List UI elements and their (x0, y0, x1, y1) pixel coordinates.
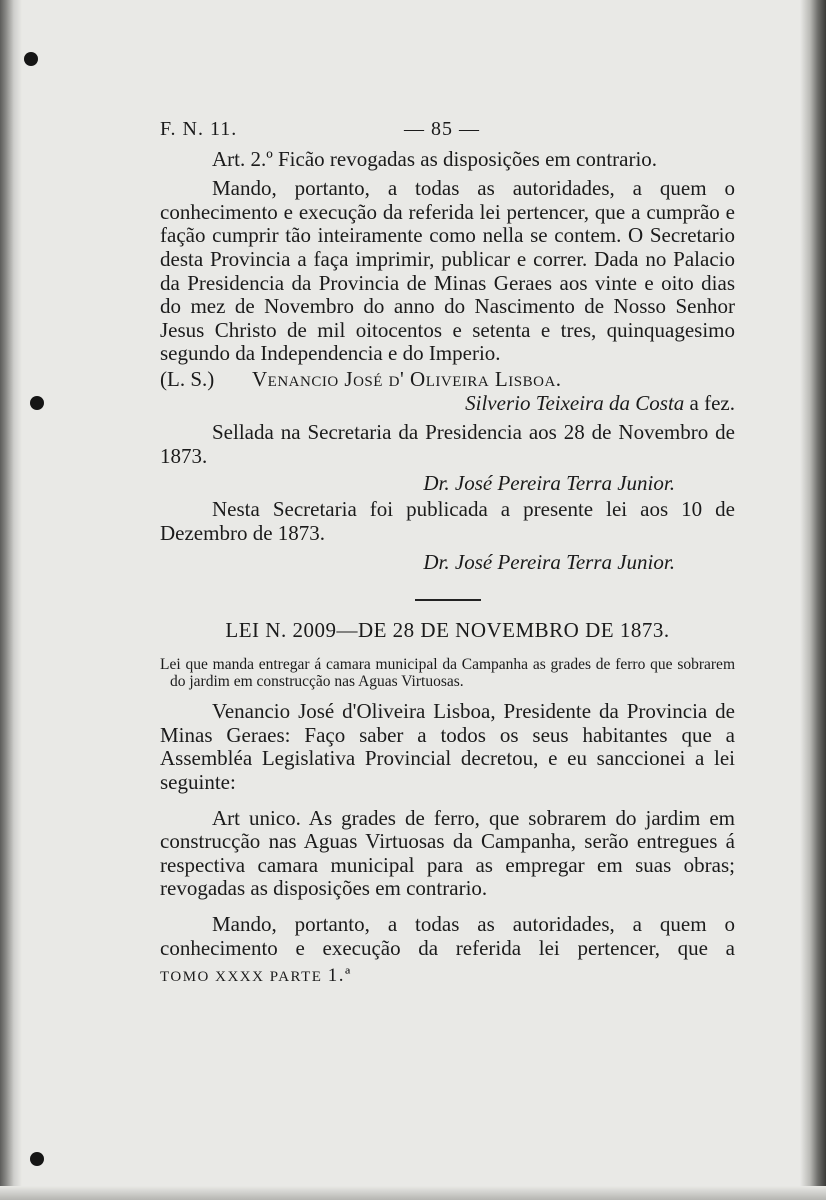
secretary-name: Silverio Teixeira da Costa (465, 390, 685, 415)
mando-paragraph-1: Mando, portanto, a todas as autoridades, a quem o conhecimento e execução da referida lei pertencer, que a cumprão e fação cumprir tão inteiramente como nella se contem. O Secretario desta Provincia a faça imprimir, publicar e correr. Dada no Palacio da Presidencia da Provincia de Minas Geraes aos vinte e oito dias do mez de Novembro do anno do Nascimento de Nosso Senhor Jesus Christo de mil oitocentos e setenta e tres, quinquagesimo segundo da Independencia e do Imperio. (160, 176, 735, 366)
seal-row (160, 368, 735, 392)
secretary-line (160, 392, 735, 416)
publication-note: Nesta Secretaria foi publicada a presente lei aos 10 de Dezembro de 1873. (160, 496, 735, 545)
document-page (160, 118, 735, 990)
president-signature: Venancio José d' Oliveira Lisboa. (252, 366, 562, 391)
binding-hole (30, 1152, 44, 1166)
page-number: — 85 — (404, 118, 480, 140)
binding-hole (24, 52, 38, 66)
mando-paragraph-2: Mando, portanto, a todas as autoridades, a quem o conhecimento e execução da referida lei pertencer, que a (160, 912, 735, 960)
article-2: Art. 2.º Ficão revogadas as disposições em contrario. (212, 146, 658, 171)
law-heading: LEI N. 2009—DE 28 DE NOVEMBRO DE 1873. (225, 617, 670, 642)
volume-label: TOMO XXXX PARTE (160, 969, 323, 986)
signature-1 (160, 472, 735, 496)
running-head-left: F. N. 11. (160, 118, 238, 140)
signature-2-name: José Pereira Terra Junior. (454, 550, 675, 575)
article-unico: Art unico. As grades de ferro, que sobrarem do jardim em construcção nas Aguas Virtuosas da Campanha, serão entregues á respectiva camara municipal para as empregar em suas obras; revogadas as disposições em contrario. (160, 805, 735, 901)
seal-mark: (L. S.) (160, 366, 215, 391)
signature-1-name: José Pereira Terra Junior. (454, 471, 675, 496)
law-summary: Lei que manda entregar á camara municipal da Campanha as grades de ferro que sobrarem do jardim em construcção nas Aguas Virtuosas. (160, 656, 735, 691)
sealed-note: Sellada na Secretaria da Presidencia aos 28 de Novembro de 1873. (160, 420, 735, 468)
binding-hole (30, 396, 44, 410)
preamble: Venancio José d'Oliveira Lisboa, Presidente da Provincia de Minas Geraes: Faço saber a todos os seus habitantes que a Assembléa Legislativa Provincial decretou, e eu sanccionei a lei seguinte: (160, 699, 735, 795)
section-divider (415, 599, 481, 601)
scan-edge-right (800, 0, 826, 1200)
signature-1-title: Dr. (423, 471, 450, 496)
scan-edge-left (0, 0, 22, 1200)
volume-part: 1.ª (327, 965, 352, 987)
signature-2-title: Dr. (423, 550, 450, 575)
signature-2 (160, 551, 735, 575)
running-head (160, 118, 735, 142)
volume-footer (160, 964, 735, 990)
secretary-suffix: a fez. (689, 390, 735, 415)
scan-edge-bottom (0, 1186, 826, 1200)
